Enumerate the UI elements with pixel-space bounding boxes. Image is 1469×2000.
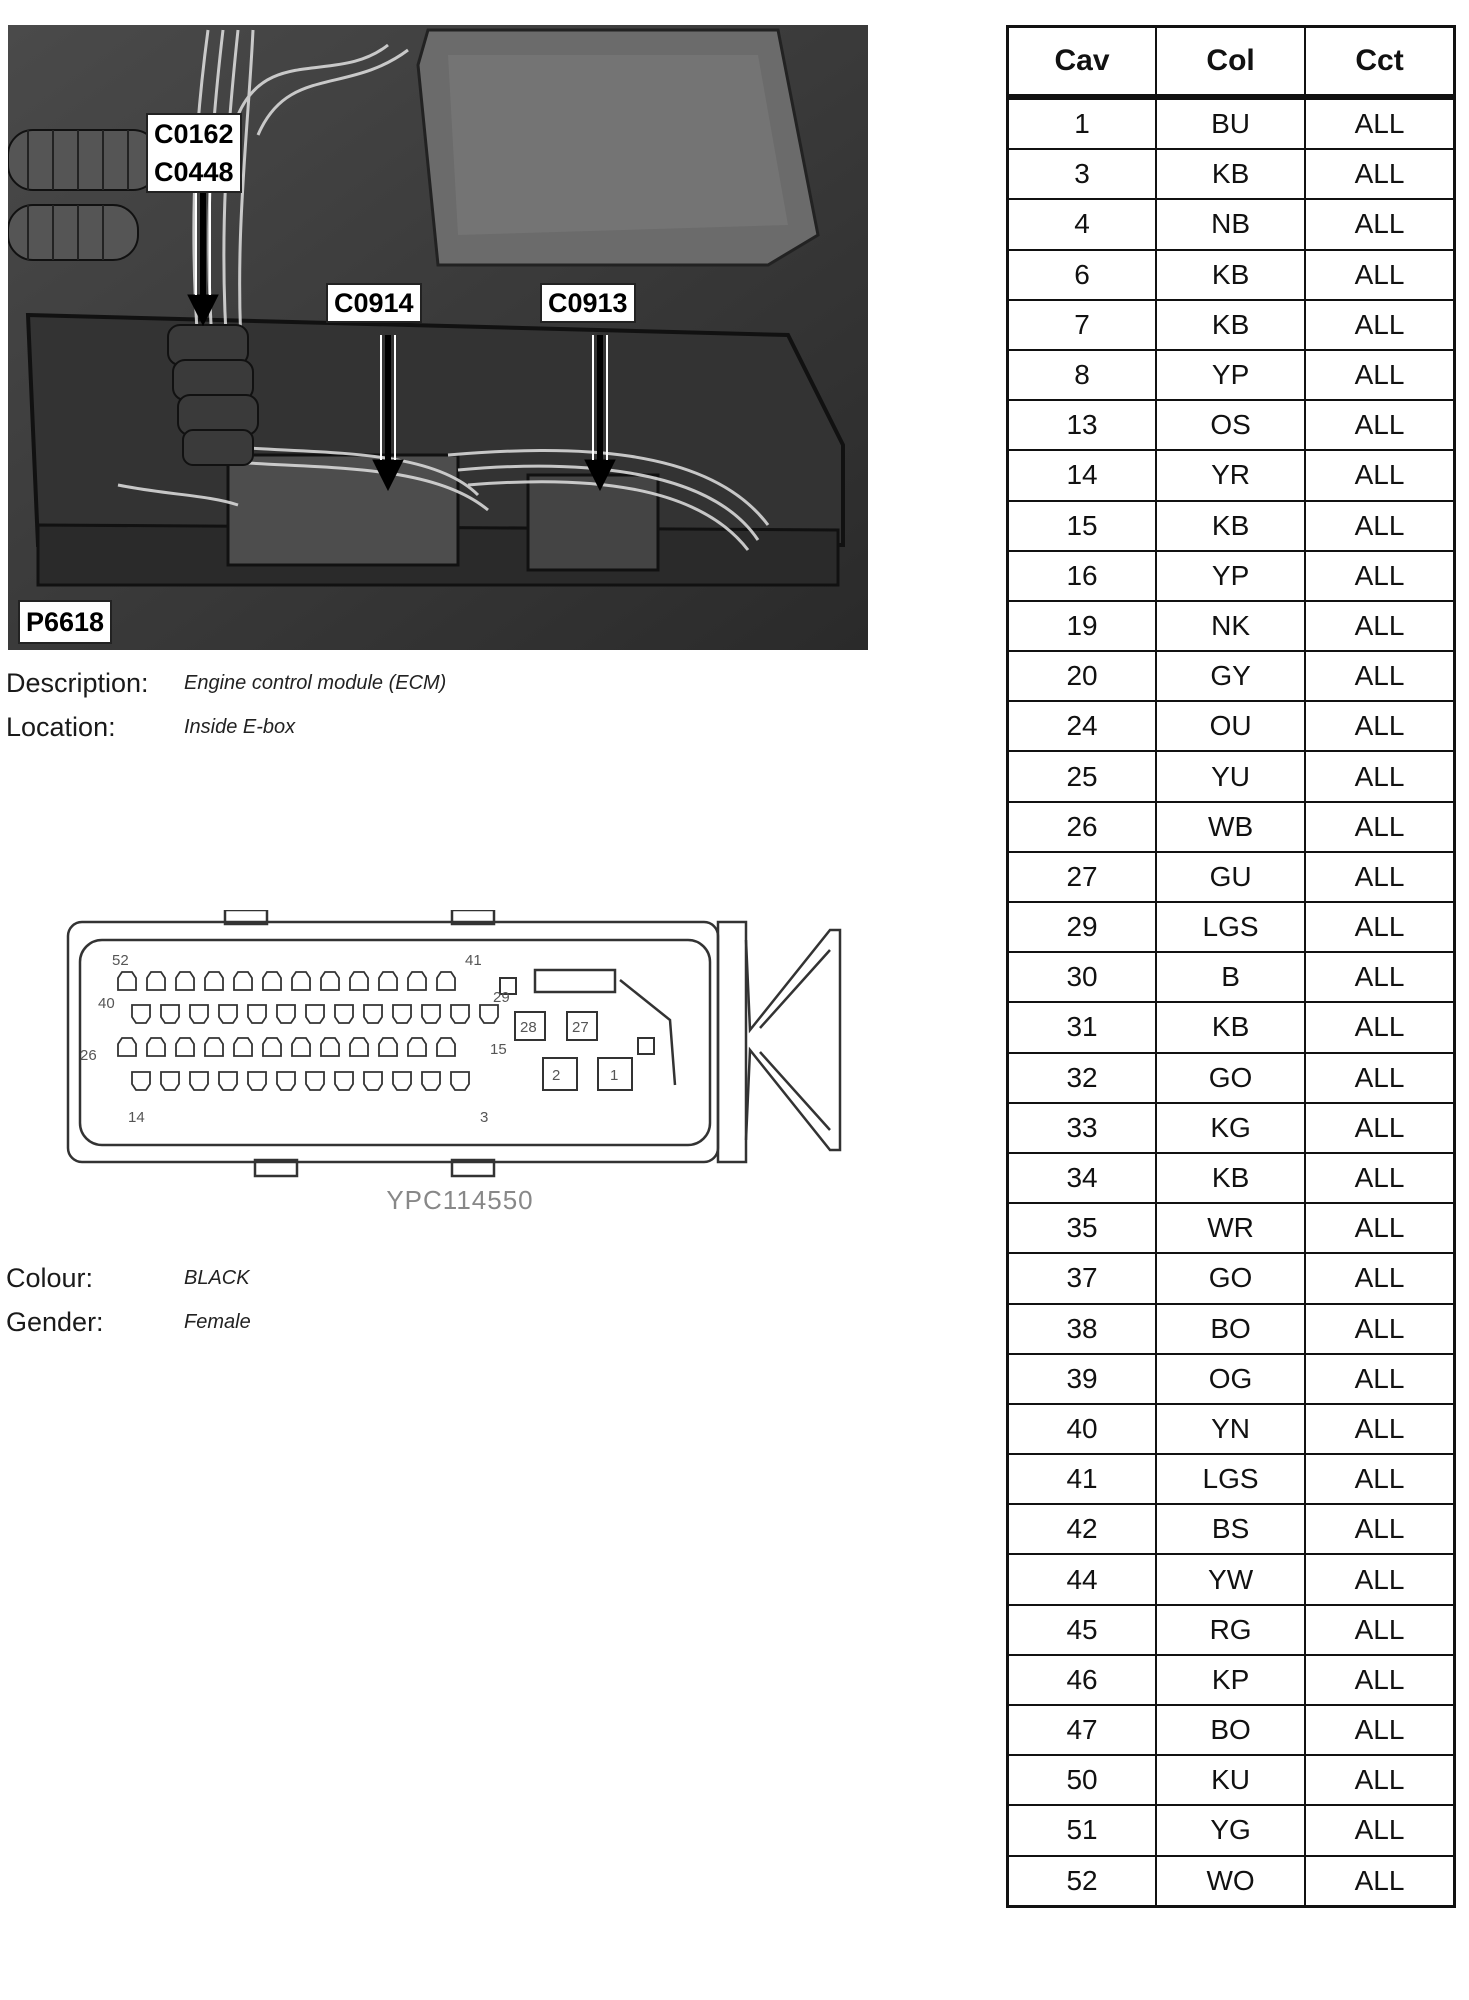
- colour-cell: GO: [1156, 1253, 1305, 1303]
- pin-cavity: [190, 1072, 208, 1090]
- gender-row: [6, 1302, 251, 1342]
- table-row: [1008, 1203, 1455, 1253]
- header-cav: Cav: [1008, 27, 1157, 98]
- pin-cavity: [422, 1072, 440, 1090]
- circuit-cell: ALL: [1305, 1053, 1454, 1103]
- pinout-table: [1006, 25, 1456, 1908]
- pin-cavity: [161, 1072, 179, 1090]
- circuit-cell: ALL: [1305, 1454, 1454, 1504]
- pin-cavity: [306, 1072, 324, 1090]
- pin-cavity: [234, 1038, 252, 1056]
- pin-cavity: [161, 1005, 179, 1023]
- colour-value: BLACK: [184, 1266, 250, 1289]
- colour-cell: BS: [1156, 1504, 1305, 1554]
- cav-cell: 47: [1008, 1705, 1157, 1755]
- table-body: [1008, 97, 1455, 1906]
- pin-cavity: [408, 972, 426, 990]
- colour-cell: YU: [1156, 751, 1305, 801]
- circuit-cell: ALL: [1305, 1755, 1454, 1805]
- circuit-cell: ALL: [1305, 1554, 1454, 1604]
- pin-cavity: [190, 1005, 208, 1023]
- pin-cavity: [480, 1005, 498, 1023]
- circuit-cell: ALL: [1305, 1605, 1454, 1655]
- pin-cavity: [219, 1072, 237, 1090]
- cav-cell: 3: [1008, 149, 1157, 199]
- colour-cell: YG: [1156, 1805, 1305, 1855]
- cav-cell: 46: [1008, 1655, 1157, 1705]
- pin-label-40: 40: [98, 995, 115, 1012]
- pin-cavity: [393, 1072, 411, 1090]
- circuit-cell: ALL: [1305, 701, 1454, 751]
- cav-cell: 15: [1008, 501, 1157, 551]
- pin-cavity: [437, 1038, 455, 1056]
- pin-label-15: 15: [490, 1041, 507, 1058]
- colour-cell: YP: [1156, 350, 1305, 400]
- pin-label-27: 27: [572, 1019, 589, 1036]
- circuit-cell: ALL: [1305, 501, 1454, 551]
- table-row: [1008, 501, 1455, 551]
- cav-cell: 19: [1008, 601, 1157, 651]
- gender-label: Gender:: [6, 1306, 104, 1337]
- table-row: [1008, 701, 1455, 751]
- cav-cell: 40: [1008, 1404, 1157, 1454]
- circuit-cell: ALL: [1305, 852, 1454, 902]
- colour-cell: OS: [1156, 400, 1305, 450]
- colour-cell: NK: [1156, 601, 1305, 651]
- cav-cell: 16: [1008, 551, 1157, 601]
- cav-cell: 39: [1008, 1354, 1157, 1404]
- pin-label-1: 1: [610, 1067, 619, 1084]
- colour-cell: KB: [1156, 501, 1305, 551]
- table-row: [1008, 1253, 1455, 1303]
- colour-cell: LGS: [1156, 902, 1305, 952]
- pin-label-29: 29: [493, 989, 510, 1006]
- pin-label-41: 41: [465, 952, 482, 969]
- cav-cell: 51: [1008, 1805, 1157, 1855]
- cav-cell: 33: [1008, 1103, 1157, 1153]
- circuit-cell: ALL: [1305, 1805, 1454, 1855]
- pin-cavity: [263, 972, 281, 990]
- cav-cell: 45: [1008, 1605, 1157, 1655]
- pin-cavity: [422, 1005, 440, 1023]
- circuit-cell: ALL: [1305, 1655, 1454, 1705]
- table-row: [1008, 1755, 1455, 1805]
- cav-cell: 29: [1008, 902, 1157, 952]
- colour-cell: YP: [1156, 551, 1305, 601]
- circuit-cell: ALL: [1305, 350, 1454, 400]
- gender-value: Female: [184, 1310, 251, 1333]
- cav-cell: 27: [1008, 852, 1157, 902]
- colour-cell: LGS: [1156, 1454, 1305, 1504]
- table-row: [1008, 1354, 1455, 1404]
- cav-cell: 4: [1008, 199, 1157, 249]
- colour-cell: GU: [1156, 852, 1305, 902]
- colour-cell: WR: [1156, 1203, 1305, 1253]
- table-row: [1008, 199, 1455, 249]
- colour-cell: GO: [1156, 1053, 1305, 1103]
- circuit-cell: ALL: [1305, 1304, 1454, 1354]
- description-value: Engine control module (ECM): [184, 671, 447, 694]
- cav-cell: 34: [1008, 1153, 1157, 1203]
- cav-cell: 32: [1008, 1053, 1157, 1103]
- pin-cavity: [451, 1072, 469, 1090]
- pin-cavity: [350, 1038, 368, 1056]
- cav-cell: 50: [1008, 1755, 1157, 1805]
- photo-id-label: P6618: [18, 600, 112, 644]
- header-col: Col: [1156, 27, 1305, 98]
- pin-cavity: [132, 1005, 150, 1023]
- circuit-cell: ALL: [1305, 1253, 1454, 1303]
- pin-cavity: [277, 1072, 295, 1090]
- colour-cell: KB: [1156, 1002, 1305, 1052]
- cav-cell: 14: [1008, 450, 1157, 500]
- pin-cavity: [248, 1072, 266, 1090]
- cav-cell: 44: [1008, 1554, 1157, 1604]
- colour-cell: KB: [1156, 1153, 1305, 1203]
- table-row: [1008, 1504, 1455, 1554]
- colour-cell: BU: [1156, 97, 1305, 149]
- table-row: [1008, 1805, 1455, 1855]
- circuit-cell: ALL: [1305, 551, 1454, 601]
- circuit-cell: ALL: [1305, 1705, 1454, 1755]
- circuit-cell: ALL: [1305, 802, 1454, 852]
- colour-cell: BO: [1156, 1705, 1305, 1755]
- cav-cell: 41: [1008, 1454, 1157, 1504]
- location-label: Location:: [6, 711, 116, 742]
- pin-cavity: [437, 972, 455, 990]
- pin-cavity: [451, 1005, 469, 1023]
- circuit-cell: ALL: [1305, 952, 1454, 1002]
- callout-c0913: C0913: [540, 283, 636, 323]
- circuit-cell: ALL: [1305, 199, 1454, 249]
- pin-cavity: [379, 1038, 397, 1056]
- cav-cell: 35: [1008, 1203, 1157, 1253]
- circuit-cell: ALL: [1305, 300, 1454, 350]
- engine-bay-illustration: [8, 25, 868, 650]
- colour-cell: WO: [1156, 1856, 1305, 1907]
- cav-cell: 7: [1008, 300, 1157, 350]
- table-row: [1008, 1404, 1455, 1454]
- table-row: [1008, 802, 1455, 852]
- circuit-cell: ALL: [1305, 601, 1454, 651]
- colour-cell: RG: [1156, 1605, 1305, 1655]
- table-row: [1008, 1705, 1455, 1755]
- table-row: [1008, 551, 1455, 601]
- pin-cavity: [147, 972, 165, 990]
- table-row: [1008, 1454, 1455, 1504]
- pin-cavity: [364, 1005, 382, 1023]
- table-row: [1008, 250, 1455, 300]
- table-row: [1008, 1304, 1455, 1354]
- cav-cell: 1: [1008, 97, 1157, 149]
- pin-cavity: [263, 1038, 281, 1056]
- pin-cavity: [379, 972, 397, 990]
- table-row: [1008, 902, 1455, 952]
- pin-cavity: [292, 972, 310, 990]
- table-row: [1008, 1856, 1455, 1907]
- description-row: [6, 663, 446, 703]
- pin-cavity: [321, 972, 339, 990]
- cav-cell: 42: [1008, 1504, 1157, 1554]
- circuit-cell: ALL: [1305, 902, 1454, 952]
- table-row: [1008, 852, 1455, 902]
- table-row: [1008, 1053, 1455, 1103]
- colour-cell: KB: [1156, 149, 1305, 199]
- colour-cell: YW: [1156, 1554, 1305, 1604]
- colour-cell: YR: [1156, 450, 1305, 500]
- colour-cell: BO: [1156, 1304, 1305, 1354]
- pin-cavity: [335, 1005, 353, 1023]
- colour-row: [6, 1258, 250, 1298]
- table-row: [1008, 1002, 1455, 1052]
- colour-cell: KG: [1156, 1103, 1305, 1153]
- cav-cell: 52: [1008, 1856, 1157, 1907]
- table-row: [1008, 952, 1455, 1002]
- location-row: [6, 707, 295, 747]
- location-value: Inside E-box: [184, 715, 296, 738]
- description-label: Description:: [6, 667, 149, 698]
- table-row: [1008, 97, 1455, 149]
- cav-cell: 38: [1008, 1304, 1157, 1354]
- cav-cell: 8: [1008, 350, 1157, 400]
- location-photo: [8, 25, 868, 650]
- colour-cell: KB: [1156, 250, 1305, 300]
- circuit-cell: ALL: [1305, 1354, 1454, 1404]
- callout-c0162-c0448: [146, 113, 242, 193]
- pin-label-28-terminal: 28: [520, 1019, 537, 1036]
- table-row: [1008, 450, 1455, 500]
- table-row: [1008, 1655, 1455, 1705]
- table-row: [1008, 300, 1455, 350]
- pin-cavity: [118, 972, 136, 990]
- table-row: [1008, 1103, 1455, 1153]
- pin-cavity: [408, 1038, 426, 1056]
- table-row: [1008, 149, 1455, 199]
- circuit-cell: ALL: [1305, 651, 1454, 701]
- cav-cell: 13: [1008, 400, 1157, 450]
- pin-cavities: [118, 972, 498, 1090]
- cav-cell: 25: [1008, 751, 1157, 801]
- drawing-code: YPC114550: [386, 1185, 534, 1215]
- colour-cell: B: [1156, 952, 1305, 1002]
- colour-cell: NB: [1156, 199, 1305, 249]
- table-header-row: [1008, 27, 1455, 98]
- cav-cell: 20: [1008, 651, 1157, 701]
- colour-cell: KB: [1156, 300, 1305, 350]
- pin-cavity: [147, 1038, 165, 1056]
- pin-cavity: [350, 972, 368, 990]
- pin-cavity: [292, 1038, 310, 1056]
- colour-cell: KP: [1156, 1655, 1305, 1705]
- circuit-cell: ALL: [1305, 1404, 1454, 1454]
- table-row: [1008, 1153, 1455, 1203]
- circuit-cell: ALL: [1305, 400, 1454, 450]
- cav-cell: 24: [1008, 701, 1157, 751]
- table-row: [1008, 400, 1455, 450]
- pin-label-14: 14: [128, 1109, 145, 1126]
- colour-cell: OU: [1156, 701, 1305, 751]
- header-cct: Cct: [1305, 27, 1454, 98]
- circuit-cell: ALL: [1305, 1002, 1454, 1052]
- circuit-cell: ALL: [1305, 1504, 1454, 1554]
- pin-cavity: [132, 1072, 150, 1090]
- colour-label: Colour:: [6, 1262, 94, 1293]
- cav-cell: 31: [1008, 1002, 1157, 1052]
- pin-cavity: [219, 1005, 237, 1023]
- pin-cavity: [176, 972, 194, 990]
- pin-cavity: [393, 1005, 411, 1023]
- colour-cell: KU: [1156, 1755, 1305, 1805]
- pin-cavity: [234, 972, 252, 990]
- cav-cell: 30: [1008, 952, 1157, 1002]
- pin-cavity: [205, 1038, 223, 1056]
- table-row: [1008, 601, 1455, 651]
- circuit-cell: ALL: [1305, 450, 1454, 500]
- pin-label-2: 2: [552, 1067, 561, 1084]
- circuit-cell: ALL: [1305, 1153, 1454, 1203]
- pin-label-26: 26: [80, 1047, 97, 1064]
- pin-cavity: [277, 1005, 295, 1023]
- pin-cavity: [176, 1038, 194, 1056]
- pin-cavity: [364, 1072, 382, 1090]
- table-row: [1008, 751, 1455, 801]
- pin-cavity: [118, 1038, 136, 1056]
- colour-cell: YN: [1156, 1404, 1305, 1454]
- pin-cavity: [205, 972, 223, 990]
- circuit-cell: ALL: [1305, 1103, 1454, 1153]
- colour-cell: OG: [1156, 1354, 1305, 1404]
- circuit-cell: ALL: [1305, 149, 1454, 199]
- connector-face-diagram: [60, 910, 850, 1180]
- table-row: [1008, 350, 1455, 400]
- pin-cavity: [306, 1005, 324, 1023]
- table-row: [1008, 1554, 1455, 1604]
- pin-cavity: [321, 1038, 339, 1056]
- pin-cavity: [248, 1005, 266, 1023]
- circuit-cell: ALL: [1305, 1856, 1454, 1907]
- pin-cavity: [335, 1072, 353, 1090]
- circuit-cell: ALL: [1305, 1203, 1454, 1253]
- circuit-cell: ALL: [1305, 97, 1454, 149]
- colour-cell: WB: [1156, 802, 1305, 852]
- colour-cell: GY: [1156, 651, 1305, 701]
- cav-cell: 6: [1008, 250, 1157, 300]
- cav-cell: 26: [1008, 802, 1157, 852]
- pin-label-52: 52: [112, 952, 129, 969]
- pin-label-3: 3: [480, 1109, 489, 1126]
- callout-c0914: C0914: [326, 283, 422, 323]
- callout-c0162: C0162: [154, 119, 234, 149]
- cav-cell: 37: [1008, 1253, 1157, 1303]
- table-row: [1008, 1605, 1455, 1655]
- table-row: [1008, 651, 1455, 701]
- circuit-cell: ALL: [1305, 250, 1454, 300]
- circuit-cell: ALL: [1305, 751, 1454, 801]
- callout-c0448: C0448: [154, 157, 234, 187]
